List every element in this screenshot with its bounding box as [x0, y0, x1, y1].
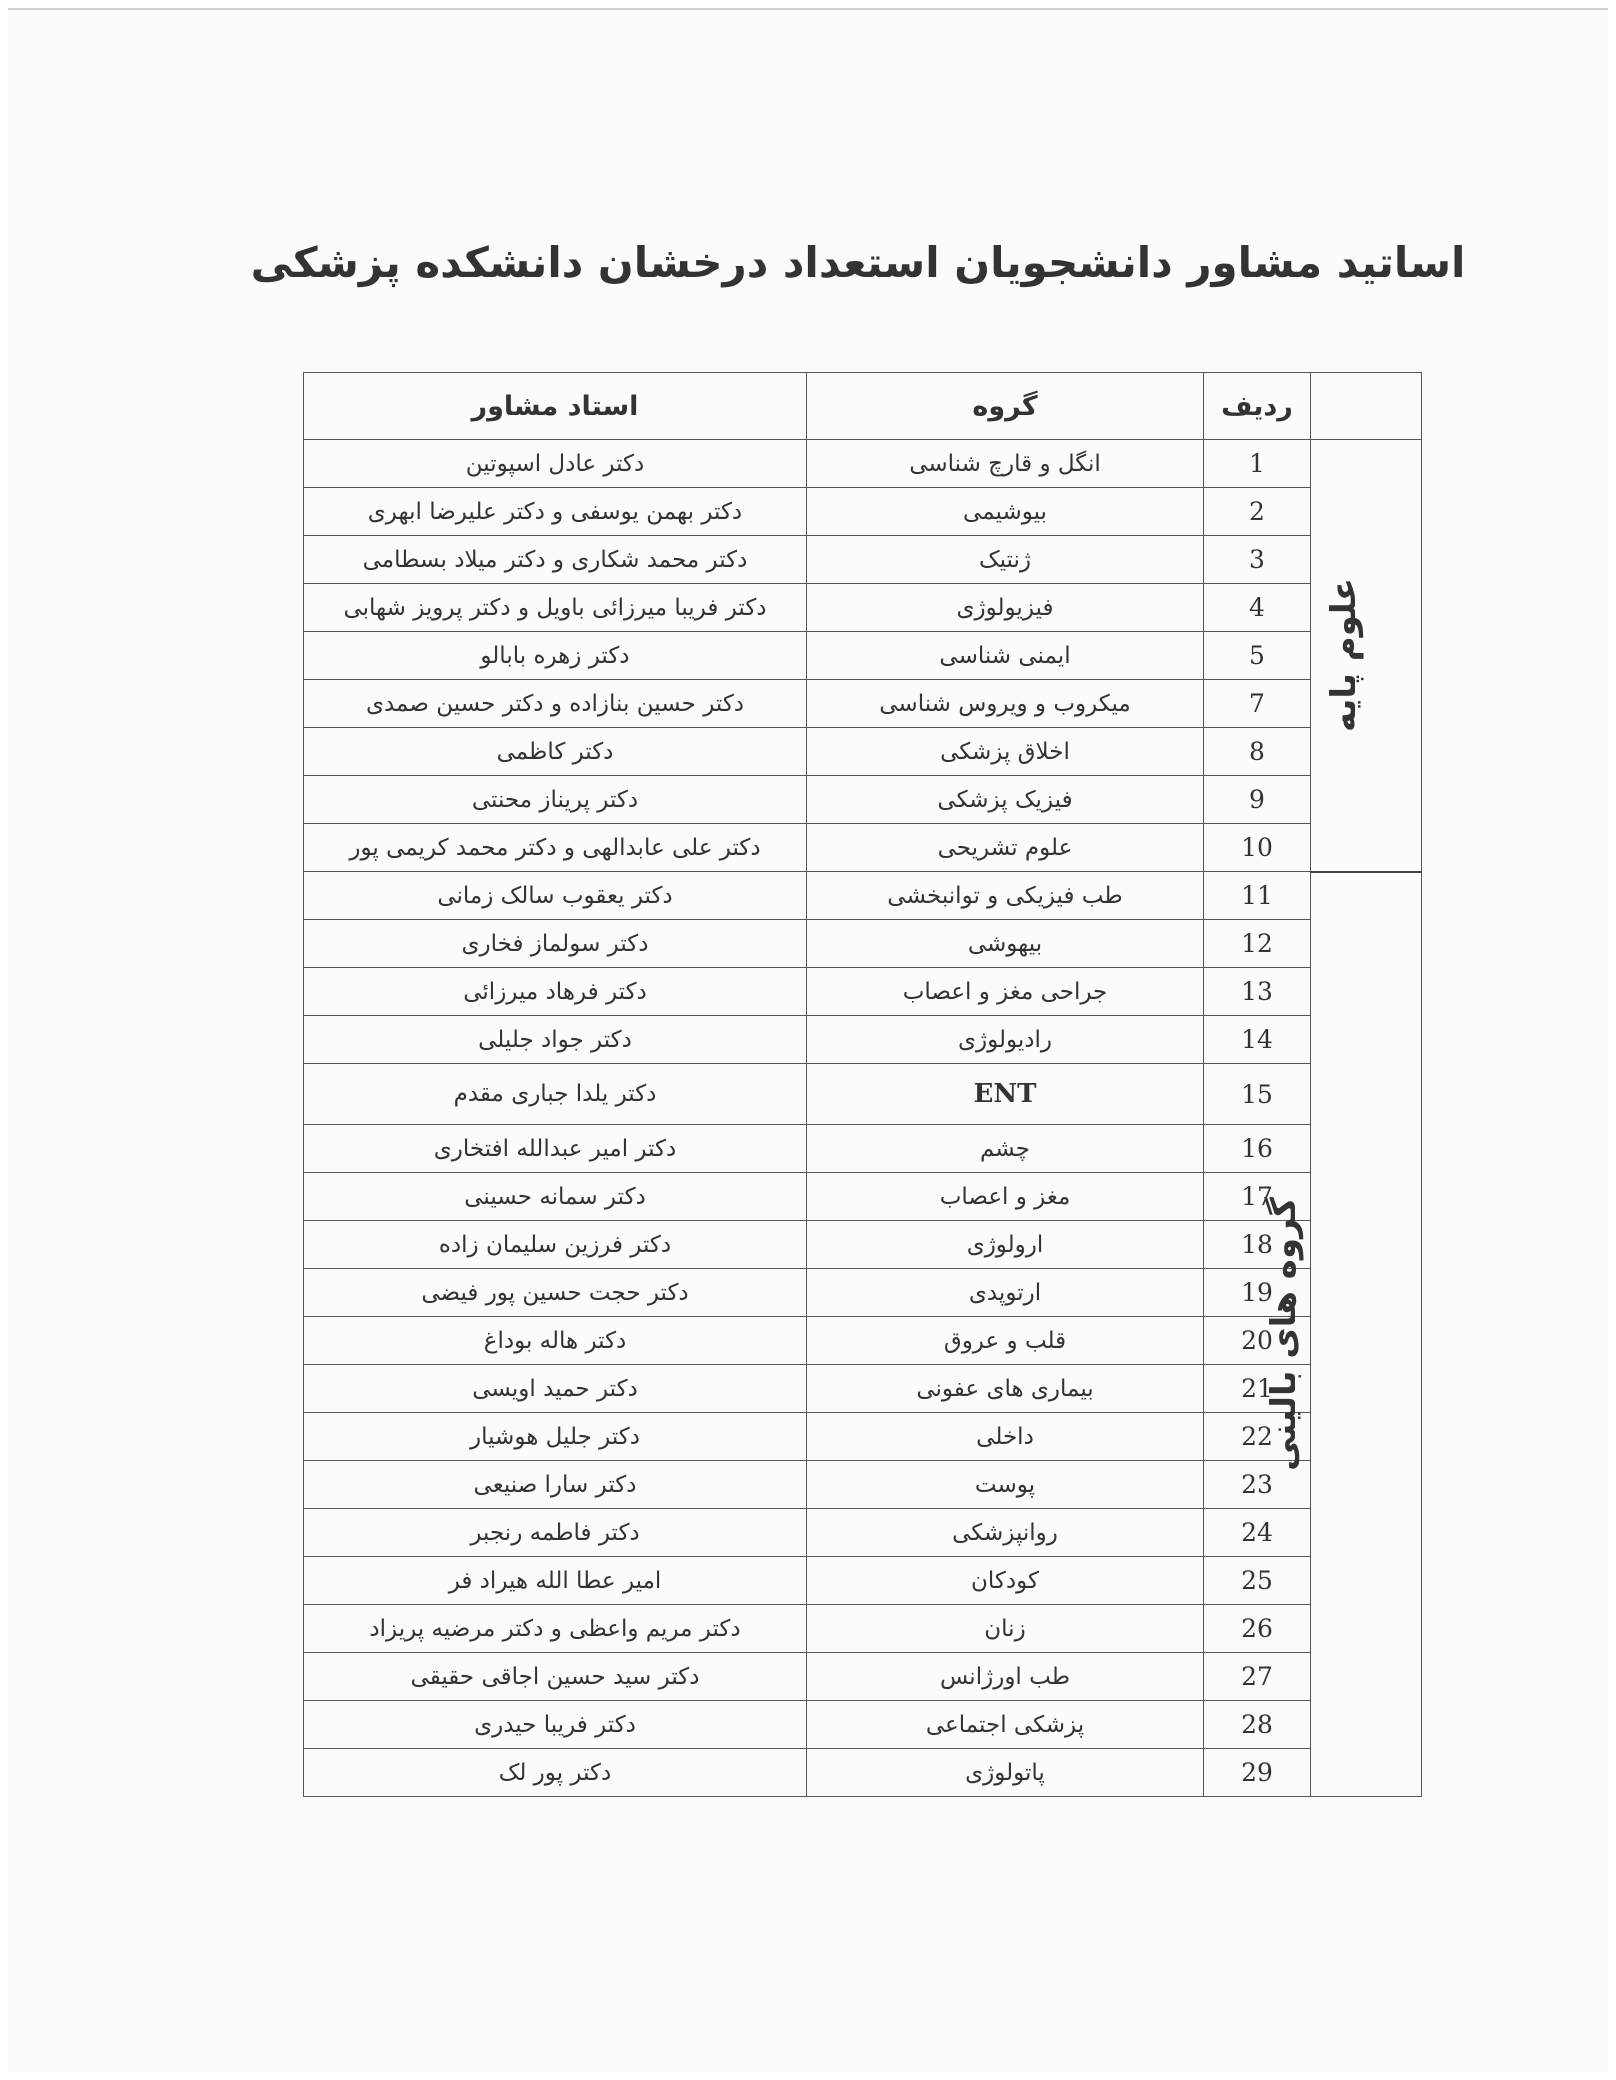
row-advisor: دکتر محمد شکاری و دکتر میلاد بسطامی — [304, 536, 807, 584]
table-row — [304, 1365, 1422, 1413]
table-row — [304, 488, 1422, 536]
table-body — [304, 440, 1422, 1797]
row-group: میکروب و ویروس شناسی — [807, 680, 1204, 728]
header-num: ردیف — [1204, 373, 1311, 440]
document-page — [8, 8, 1608, 2072]
table-header-row — [304, 373, 1422, 440]
table-row — [304, 1701, 1422, 1749]
table-row — [304, 1653, 1422, 1701]
table-row — [304, 1016, 1422, 1064]
row-group: بیوشیمی — [807, 488, 1204, 536]
row-group: بیهوشی — [807, 920, 1204, 968]
table-row — [304, 1269, 1422, 1317]
row-number: 2 — [1204, 488, 1311, 536]
row-advisor: دکتر کاظمی — [304, 728, 807, 776]
row-group: ژنتیک — [807, 536, 1204, 584]
row-number: 25 — [1204, 1557, 1311, 1605]
table-row — [304, 968, 1422, 1016]
table-row — [304, 1749, 1422, 1797]
row-advisor: دکتر عادل اسپوتین — [304, 440, 807, 488]
row-group: داخلی — [807, 1413, 1204, 1461]
table-row — [304, 1221, 1422, 1269]
row-advisor: دکتر سید حسین اجاقی حقیقی — [304, 1653, 807, 1701]
table-row — [304, 440, 1422, 488]
table-row — [304, 776, 1422, 824]
row-number: 16 — [1204, 1125, 1311, 1173]
row-group: مغز و اعصاب — [807, 1173, 1204, 1221]
row-number: 7 — [1204, 680, 1311, 728]
table-row — [304, 1173, 1422, 1221]
row-group: قلب و عروق — [807, 1317, 1204, 1365]
table-row — [304, 1064, 1422, 1125]
section-label: گروه های بالینی — [1264, 1197, 1305, 1472]
table-row — [304, 1605, 1422, 1653]
page-title: اساتید مشاور دانشجویان استعداد درخشان دانشکده پزشکی — [250, 238, 1466, 287]
row-number: 28 — [1204, 1701, 1311, 1749]
row-number: 21 — [1204, 1365, 1311, 1413]
row-number: 24 — [1204, 1509, 1311, 1557]
row-number: 12 — [1204, 920, 1311, 968]
row-group: طب فیزیکی و توانبخشی — [807, 872, 1204, 920]
row-group: ایمنی شناسی — [807, 632, 1204, 680]
row-group: روانپزشکی — [807, 1509, 1204, 1557]
row-group: بیماری های عفونی — [807, 1365, 1204, 1413]
row-group: انگل و قارچ شناسی — [807, 440, 1204, 488]
row-advisor: دکتر حمید اویسی — [304, 1365, 807, 1413]
row-number: 27 — [1204, 1653, 1311, 1701]
row-number: 17 — [1204, 1173, 1311, 1221]
row-advisor: دکتر فرزین سلیمان زاده — [304, 1221, 807, 1269]
row-group: چشم — [807, 1125, 1204, 1173]
row-group: ENT — [807, 1064, 1204, 1125]
table-row — [304, 1557, 1422, 1605]
advisors-table — [303, 372, 1422, 1797]
row-advisor: دکتر سمانه حسینی — [304, 1173, 807, 1221]
table-row — [304, 632, 1422, 680]
row-advisor: دکتر سارا صنیعی — [304, 1461, 807, 1509]
row-group: جراحی مغز و اعصاب — [807, 968, 1204, 1016]
row-advisor: دکتر فاطمه رنجبر — [304, 1509, 807, 1557]
row-group: پوست — [807, 1461, 1204, 1509]
row-advisor: دکتر مریم واعظی و دکتر مرضیه پریزاد — [304, 1605, 807, 1653]
table-row — [304, 1125, 1422, 1173]
row-group: پزشکی اجتماعی — [807, 1701, 1204, 1749]
row-group: ارتوپدی — [807, 1269, 1204, 1317]
row-advisor: دکتر حجت حسین پور فیضی — [304, 1269, 807, 1317]
row-group: زنان — [807, 1605, 1204, 1653]
row-group: کودکان — [807, 1557, 1204, 1605]
row-group: ارولوژی — [807, 1221, 1204, 1269]
table-row — [304, 1461, 1422, 1509]
row-advisor: امیر عطا الله هیراد فر — [304, 1557, 807, 1605]
table-row — [304, 1413, 1422, 1461]
row-advisor: دکتر یلدا جباری مقدم — [304, 1064, 807, 1125]
table-row — [304, 872, 1422, 920]
row-advisor: دکتر یعقوب سالک زمانی — [304, 872, 807, 920]
row-number: 15 — [1204, 1064, 1311, 1125]
table-row — [304, 536, 1422, 584]
row-advisor: دکتر هاله بوداغ — [304, 1317, 807, 1365]
header-group: گروه — [807, 373, 1204, 440]
row-number: 4 — [1204, 584, 1311, 632]
row-number: 13 — [1204, 968, 1311, 1016]
row-advisor: دکتر بهمن یوسفی و دکتر علیرضا ابهری — [304, 488, 807, 536]
row-advisor: دکتر امیر عبدالله افتخاری — [304, 1125, 807, 1173]
table-row — [304, 728, 1422, 776]
row-number: 19 — [1204, 1269, 1311, 1317]
row-number: 18 — [1204, 1221, 1311, 1269]
row-group: علوم تشریحی — [807, 824, 1204, 872]
table-row — [304, 1509, 1422, 1557]
row-number: 9 — [1204, 776, 1311, 824]
row-number: 10 — [1204, 824, 1311, 872]
table-row — [304, 920, 1422, 968]
row-number: 26 — [1204, 1605, 1311, 1653]
row-group: رادیولوژی — [807, 1016, 1204, 1064]
row-group: فیزیولوژی — [807, 584, 1204, 632]
row-advisor: دکتر پریناز محنتی — [304, 776, 807, 824]
row-number: 22 — [1204, 1413, 1311, 1461]
row-advisor: دکتر فریبا میرزائی باویل و دکتر پرویز شهابی — [304, 584, 807, 632]
section-label-cell — [1311, 440, 1422, 872]
row-number: 8 — [1204, 728, 1311, 776]
row-number: 29 — [1204, 1749, 1311, 1797]
row-advisor: دکتر حسین بنازاده و دکتر حسین صمدی — [304, 680, 807, 728]
row-group: پاتولوژی — [807, 1749, 1204, 1797]
row-advisor: دکتر جلیل هوشیار — [304, 1413, 807, 1461]
row-number: 14 — [1204, 1016, 1311, 1064]
table-row — [304, 680, 1422, 728]
table-row — [304, 824, 1422, 872]
row-number: 23 — [1204, 1461, 1311, 1509]
row-advisor: دکتر پور لک — [304, 1749, 807, 1797]
advisors-table-container — [303, 372, 1421, 1797]
row-advisor: دکتر علی عابدالهی و دکتر محمد کریمی پور — [304, 824, 807, 872]
section-label: علوم پایه — [1323, 578, 1364, 733]
header-advisor: استاد مشاور — [304, 373, 807, 440]
table-row — [304, 584, 1422, 632]
row-group: اخلاق پزشکی — [807, 728, 1204, 776]
row-number: 1 — [1204, 440, 1311, 488]
section-header-cell — [1311, 373, 1422, 440]
row-number: 5 — [1204, 632, 1311, 680]
row-advisor: دکتر زهره بابالو — [304, 632, 807, 680]
row-advisor: دکتر فرهاد میرزائی — [304, 968, 807, 1016]
row-advisor: دکتر جواد جلیلی — [304, 1016, 807, 1064]
row-group: فیزیک پزشکی — [807, 776, 1204, 824]
row-number: 3 — [1204, 536, 1311, 584]
row-advisor: دکتر فریبا حیدری — [304, 1701, 807, 1749]
row-group: طب اورژانس — [807, 1653, 1204, 1701]
row-advisor: دکتر سولماز فخاری — [304, 920, 807, 968]
section-label-cell — [1264, 872, 1422, 1797]
row-number: 11 — [1204, 872, 1311, 920]
row-number: 20 — [1204, 1317, 1311, 1365]
